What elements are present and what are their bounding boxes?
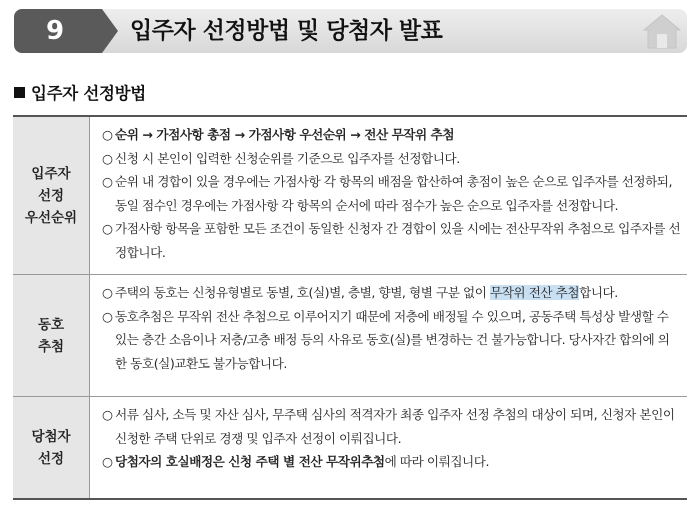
list-item-text bbox=[115, 450, 681, 474]
circle-bullet-icon: ○ bbox=[102, 285, 113, 300]
table-row bbox=[13, 396, 687, 498]
circle-bullet-icon: ○ bbox=[102, 308, 113, 324]
item-text: 가점사항 항목을 포함한 모든 조건이 동일한 신청자 간 경합이 있을 시에는 전산무작위 추첨으로 입주자를 선정합니다. bbox=[115, 221, 681, 260]
list-item-text bbox=[115, 305, 681, 376]
selection-method-table bbox=[13, 115, 687, 500]
section-heading bbox=[14, 80, 146, 104]
list-item bbox=[102, 147, 681, 171]
item-text: 주택의 동호는 신청유형별로 동별, 호(실)별, 층별, 향별, 형별 구분 없이 bbox=[115, 285, 490, 300]
list-item bbox=[102, 281, 681, 305]
list-item-text bbox=[115, 147, 681, 171]
item-bold-text: 순위 → 가점사항 총점 → 가점사항 우선순위 → 전산 무작위 추첨 bbox=[115, 127, 455, 142]
row-content-cell bbox=[90, 397, 687, 498]
list-item bbox=[102, 170, 681, 217]
list-item bbox=[102, 403, 681, 450]
list-item-text bbox=[115, 217, 681, 264]
list-item bbox=[102, 305, 681, 376]
list-item-text bbox=[115, 170, 681, 217]
list-item-text bbox=[115, 403, 681, 450]
item-text: 순위 내 경합이 있을 경우에는 가점사항 각 항목의 배점을 합산하여 총점이 높은 순으로 입주자를 선정하되, 동일 점수인 경우에는 가점사항 각 항목의 순서에 따라 점수가 높은 순으로 입주자를 선정합니다. bbox=[115, 174, 673, 213]
item-text: 동호추첨은 무작위 전산 추첨으로 이루어지기 때문에 저층에 배정될 수 있으며, 공동주택 특성상 발생할 수 있는 층간 소음이나 저층/고층 배정 등의 사유로 동호(실)를 변경하는 건 불가능합니다. 당사자간 합의에 의한 동호(실)교환도 불가능합니다. bbox=[115, 308, 670, 371]
item-bold-text: 당첨자의 호실배정은 신청 주택 별 전산 무작위추첨 bbox=[115, 454, 385, 469]
circle-bullet-icon: ○ bbox=[102, 127, 113, 142]
row-label-cell bbox=[13, 117, 90, 274]
circle-bullet-icon: ○ bbox=[102, 454, 113, 469]
item-text: 에 따라 이뤄집니다. bbox=[384, 454, 490, 469]
row-label: 당첨자 선정 bbox=[31, 428, 71, 467]
list-item bbox=[102, 217, 681, 264]
list-item-text bbox=[115, 123, 681, 147]
circle-bullet-icon: ○ bbox=[102, 174, 113, 189]
highlighted-text: 무작위 전산 추첨 bbox=[490, 285, 580, 300]
section-heading-text: 입주자 선정방법 bbox=[31, 84, 146, 103]
section-banner bbox=[14, 9, 687, 53]
row-label-cell bbox=[13, 275, 90, 396]
section-number: 9 bbox=[45, 16, 65, 46]
list-item bbox=[102, 123, 681, 147]
row-label: 입주자 선정 우선순위 bbox=[24, 165, 78, 226]
list-item-text bbox=[115, 281, 681, 305]
row-content-cell bbox=[90, 275, 687, 396]
table-row bbox=[13, 274, 687, 396]
circle-bullet-icon: ○ bbox=[102, 407, 113, 422]
circle-bullet-icon: ○ bbox=[102, 221, 113, 236]
row-label-cell bbox=[13, 397, 90, 498]
circle-bullet-icon: ○ bbox=[102, 150, 113, 166]
list-item bbox=[102, 450, 681, 474]
home-icon bbox=[641, 12, 683, 50]
item-text: 합니다. bbox=[579, 285, 618, 300]
row-label: 동호 추첨 bbox=[37, 316, 65, 355]
square-bullet-icon bbox=[14, 87, 25, 98]
row-content-cell bbox=[90, 117, 687, 274]
item-text: 서류 심사, 소득 및 자산 심사, 무주택 심사의 적격자가 최종 입주자 선정 추첨의 대상이 되며, 신청자 본인이 신청한 주택 단위로 경쟁 및 입주자 선정이 이뤄집니다. bbox=[115, 407, 675, 446]
table-row bbox=[13, 117, 687, 274]
section-number-arrow bbox=[102, 9, 118, 53]
item-text: 신청 시 본인이 입력한 신청순위를 기준으로 입주자를 선정합니다. bbox=[115, 150, 460, 166]
page-title: 입주자 선정방법 및 당첨자 발표 bbox=[130, 18, 443, 44]
